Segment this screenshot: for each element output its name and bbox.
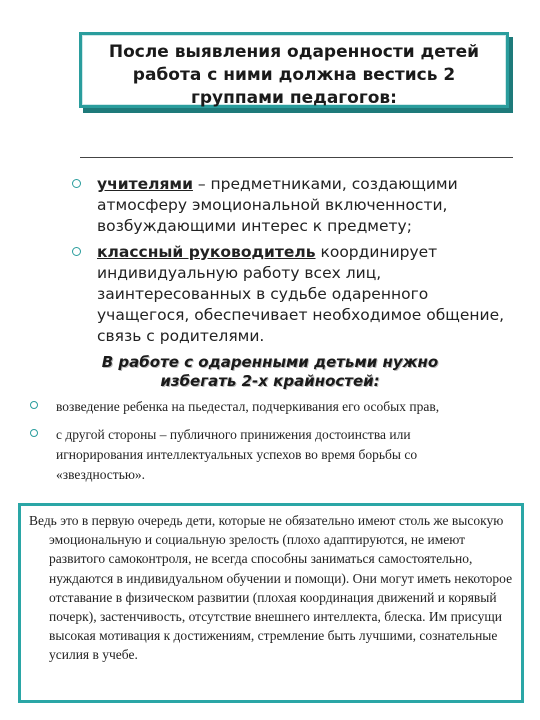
- roles-list: [70, 174, 525, 352]
- list-item-pedestal: [30, 397, 500, 417]
- note-box: [18, 503, 524, 703]
- slide-title: После выявления одаренности детей работа с ними должна вестись 2 группами педагогов:: [108, 42, 480, 107]
- note-text: Ведь это в первую очередь дети, которые не обязательно имеют столь же высокую эмоциональную и социальную зрелость (плохо адаптируются, не имеют развитого самоконтроля, не всегда способны заниматься самостоятельно, нуждаются в индивидуальном обучении и помощи). Они могут иметь некоторое отставание в физическом развитии (плохая координация движений и корявый почерк), застенчивость, отсутствие внешнего интеллекта, блеска. Им присущи высокая мотивация к достижениям, стремление быть лучшими, сознательные усилия в учебе.: [29, 513, 513, 663]
- circle-bullet-icon: [72, 247, 81, 256]
- extreme-text: с другой стороны – публичного принижения достоинства или игнорирования интеллектуальных успехов во время борьбы со «звездностью».: [56, 427, 418, 482]
- list-item-class-teacher: [70, 242, 525, 347]
- list-item-humiliation: [30, 425, 500, 485]
- extremes-list: [30, 397, 500, 493]
- role-description: – предметниками, создающими атмосферу эмоциональной включенности, возбуждающими интерес к предмету;: [97, 175, 458, 235]
- role-term: классный руководитель: [97, 243, 316, 261]
- circle-bullet-icon: [30, 401, 38, 409]
- circle-bullet-icon: [72, 179, 81, 188]
- list-item-teachers: [70, 174, 525, 237]
- extreme-text: возведение ребенка на пьедестал, подчеркивания его особых прав,: [56, 399, 440, 414]
- circle-bullet-icon: [30, 429, 38, 437]
- divider-line: [80, 157, 513, 158]
- subheading: В работе с одаренными детьми нужно избегать 2-х крайностей:: [101, 353, 439, 390]
- role-description: координирует индивидуальную работу всех лиц, заинтересованных в судьбе одаренного учащегося, обеспечивает необходимое общение, связь с родителями.: [97, 243, 505, 345]
- title-box: [79, 32, 509, 108]
- role-term: учителями: [97, 175, 193, 193]
